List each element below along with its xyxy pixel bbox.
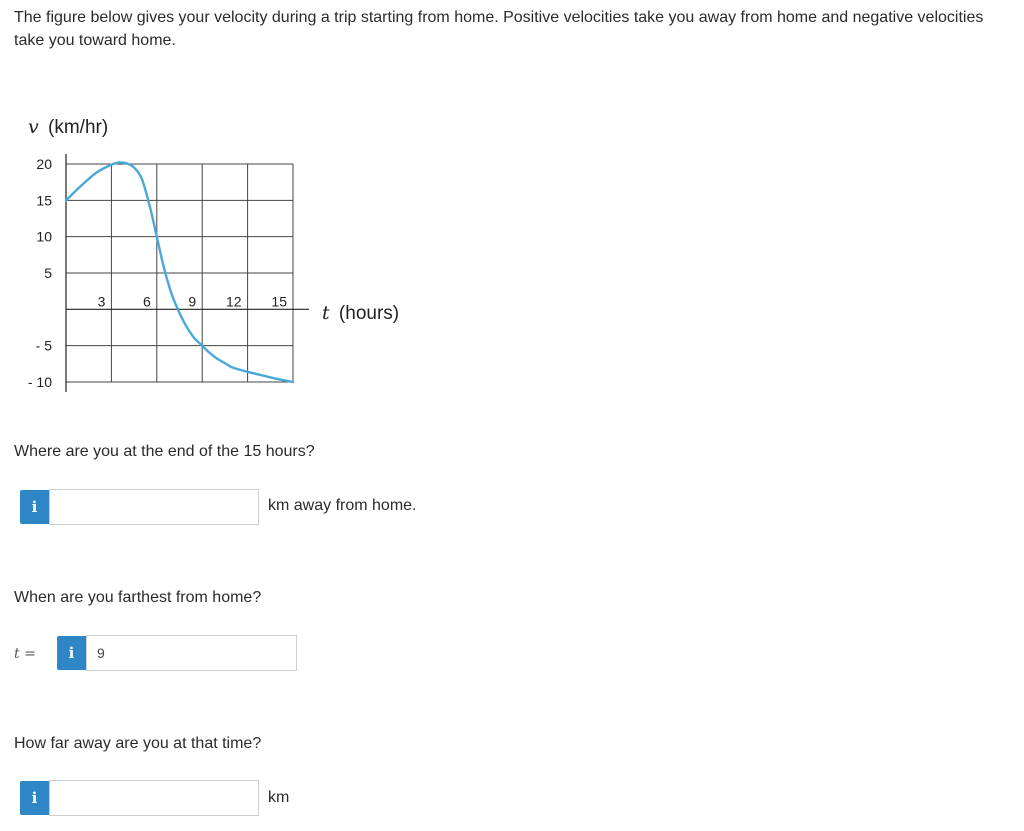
y-axis-label-variable: v [28,116,39,138]
y-axis-label [28,116,108,138]
x-axis-label-unit: (hours) [338,303,400,324]
farthest-time-input[interactable] [86,635,297,671]
y-tick-label: - 10 [27,374,52,390]
t-equals-label: t = [14,646,36,662]
y-tick-label: 20 [36,156,52,172]
velocity-chart [0,100,440,400]
y-tick-label: 5 [44,265,52,281]
problem-intro: The figure below gives your velocity during a trip starting from home. Positive velocities take you away from home and negative velocities take you toward home. [14,9,984,49]
question-final-position: Where are you at the end of the 15 hours? [14,443,315,460]
x-axis-label [322,302,399,324]
y-tick-label: 10 [36,228,52,245]
x-tick-label: 12 [226,293,242,310]
final-position-unit: km away from home. [268,497,417,514]
x-tick-label: 6 [143,293,151,310]
y-axis-label-unit: (km/hr) [48,117,109,138]
x-axis-label-variable: t [322,302,330,324]
chart-grid [66,164,293,382]
x-tick-label: 3 [97,293,106,310]
y-tick-label: - 5 [35,337,52,354]
info-icon[interactable]: i [20,490,49,524]
farthest-distance-unit: km [268,789,290,806]
chart-series [66,162,293,382]
x-tick-label: 15 [271,293,287,310]
info-icon[interactable]: i [57,636,86,670]
y-tick-label: 15 [36,192,52,209]
velocity-curve [66,162,293,382]
farthest-distance-input[interactable] [49,780,259,816]
question-farthest-distance: How far away are you at that time? [14,735,262,752]
x-tick-label: 9 [188,293,197,310]
question-farthest-time: When are you farthest from home? [14,589,262,606]
final-position-input[interactable] [49,489,259,525]
info-icon[interactable]: i [20,781,49,815]
